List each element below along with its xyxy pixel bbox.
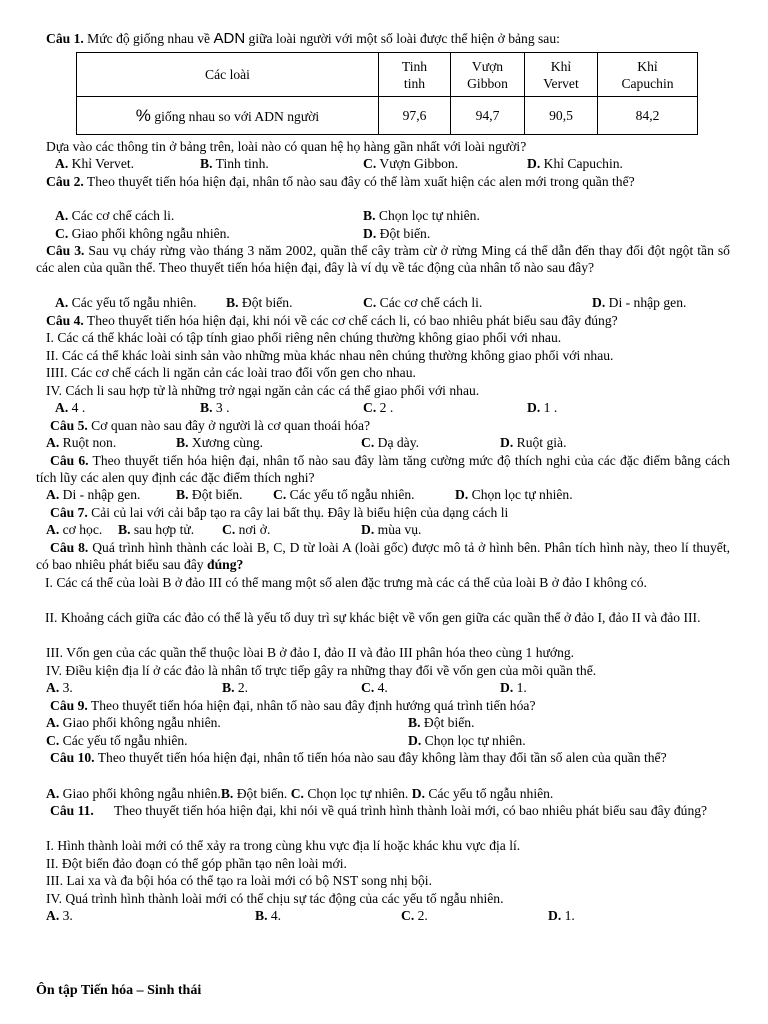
option-b: B. Đột biến. [176,487,243,502]
option-b: B. sau hợp tử. [118,522,195,537]
option-d: D. 1. [548,908,575,923]
statement: II. Khoảng cách giữa các đảo có thể là yếu tố duy trì sự khác biệt về vốn gen giữa các quần thể ở đảo I, đảo II và đảo III. [45,610,701,625]
option-a: A. cơ học. [46,522,103,537]
option-c: C. Các cơ chế cách li. [363,295,483,310]
option-b: B. Tinh tinh. [200,156,269,171]
question-11: Câu 11. Theo thuyết tiến hóa hiện đại, khi nói về quá trình hình thành loài mới, có bao nhiêu phát biểu sau đây đúng? [50,803,708,818]
question-8: Câu 8. Quá trình hình thành các loài B, C, D từ loài A (loài gốc) được mô tả ở hình bên. Phân tích hình này, theo lí thuyết, có bao nhiêu phát biểu sau đây đúng? [36,540,730,573]
option-b: B. Xương cùng. [176,435,264,450]
option-c: C. Các yếu tố ngẫu nhiên. [46,733,188,748]
option-b: B. Chọn lọc tự nhiên. [363,208,480,223]
question-9: Câu 9. Theo thuyết tiến hóa hiện đại, nhân tố nào sau đây định hướng quá trình tiến hóa? [50,698,536,713]
option-c: C. 2. [401,908,428,923]
statement: I. Các cá thể của loài B ở đảo III có thể mang một số alen đặc trưng mà các cá thể của loài B ở đảo I không có. [45,575,647,590]
option-d: D. 1 . [527,400,558,415]
option-a: A. Giao phối không ngẫu nhiên. [46,786,221,801]
question-3: Câu 3. Sau vụ cháy rừng vào tháng 3 năm 2002, quần thể cây tràm cừ ở rừng Ming cá thể dẫn đến thay đổi đột ngột tần số các alen của quần thể. Theo thuyết tiến hóa hiện đại, đây là ví dụ về tác động của nhân tố nào sau đây? [36,243,730,276]
dna-similarity-table [76,52,698,135]
option-b: B. Đột biến. [226,295,293,310]
option-c: C. Các yếu tố ngẫu nhiên. [273,487,415,502]
option-d: D. Chọn lọc tự nhiên. [455,487,573,502]
table-header-species: Các loài [77,53,379,97]
question-10: Câu 10. Theo thuyết tiến hóa hiện đại, nhân tố tiến hóa nào sau đây không làm thay đổi tần số alen của quần thể? [50,750,667,765]
option-d: D. mùa vụ. [361,522,422,537]
question-1-stem: Dựa vào các thông tin ở bảng trên, loài nào có quan hệ họ hàng gần nhất với loài người? [46,139,527,154]
adn-label: ADN [213,30,246,47]
table-header-chimp: Tinh tinh [379,53,451,97]
option-b: B. 4. [255,908,282,923]
table-cell-value: 90,5 [525,97,598,135]
option-d: D. Chọn lọc tự nhiên. [408,733,526,748]
option-a: A. Các cơ chế cách li. [55,208,175,223]
statement: IV. Điều kiện địa lí ở các đảo là nhân tố trực tiếp gây ra những thay đổi về vốn gen của mõi quần thể. [46,663,597,678]
option-c: C. 2 . [363,400,394,415]
option-c: C. Vượn Gibbon. [363,156,459,171]
option-c: C. 4. [361,680,388,695]
option-d: D. Các yếu tố ngẫu nhiên. [411,786,554,801]
statement: I. Các cá thể khác loài có tập tính giao phối riêng nên chúng thường không giao phối với nhau. [46,330,562,345]
option-d: D. Khỉ Capuchin. [527,156,623,171]
option-b: B. Đột biến. [408,715,475,730]
option-a: A. Ruột non. [46,435,117,450]
footer-title: Ôn tập Tiến hóa – Sinh thái [36,983,202,998]
question-6: Câu 6. Theo thuyết tiến hóa hiện đại, nhân tố nào sau đây làm tăng cường mức độ thích nghi của các đặc điểm bằng cách tích lũy các alen quy định các đặc điểm thích nghi? [36,453,730,486]
statement: I. Hình thành loài mới có thể xảy ra trong cùng khu vực địa lí hoặc khác khu vực địa lí. [46,838,521,853]
statement: IIII. Các cơ chế cách li ngăn cản các loài trao đổi vốn gen cho nhau. [46,365,416,380]
option-b: B. 2. [222,680,249,695]
option-a: A. 3. [46,680,73,695]
option-a: A. Giao phối không ngẫu nhiên. [46,715,221,730]
table-cell-value: 84,2 [598,97,698,135]
table-cell-value: 97,6 [379,97,451,135]
question-2: Câu 2. Theo thuyết tiến hóa hiện đại, nhân tố nào sau đây có thể làm xuất hiện các alen mới trong quần thể? [46,174,635,189]
option-c: C. Chọn lọc tự nhiên. [290,786,409,801]
question-1-title: Câu 1. Mức độ giống nhau về ADN giữa loài người với một số loài được thể hiện ở bảng sau: [46,30,560,47]
statement: IV. Quá trình hình thành loài mới có thể chịu sự tác động của các yếu tố ngẫu nhiên. [46,891,504,906]
statement: II. Các cá thể khác loài sinh sản vào những mùa khác nhau nên chúng thường không giao phối với nhau. [46,348,614,363]
table-cell-value: 94,7 [451,97,525,135]
option-c: C. Giao phối không ngẫu nhiên. [55,226,230,241]
option-c: C. nơi ở. [222,522,271,537]
table-row-label: % giống nhau so với ADN người [77,97,379,135]
question-5: Câu 5. Cơ quan nào sau đây ở người là cơ quan thoái hóa? [50,418,371,433]
option-d: D. Ruột già. [500,435,567,450]
option-d: D. 1. [500,680,527,695]
option-a: A. Di - nhập gen. [46,487,141,502]
option-c: C. Dạ dày. [361,435,420,450]
statement: III. Vốn gen của các quần thể thuộc lòai B ở đảo I, đảo II và đảo III phân hóa theo cùng 1 hướng. [46,645,575,660]
question-number: Câu 1. [46,31,84,46]
question-7: Câu 7. Cải củ lai với cải bắp tạo ra cây lai bất thụ. Đây là biểu hiện của dạng cách li [50,505,509,520]
statement: II. Đột biến đảo đoạn có thể góp phần tạo nên loài mới. [46,856,347,871]
table-header-gibbon: Vượn Gibbon [451,53,525,97]
option-b: B. Đột biến. [220,786,288,801]
option-d: D. Di - nhập gen. [592,295,687,310]
option-a: A. Các yếu tố ngẫu nhiên. [55,295,197,310]
statement: IV. Cách li sau hợp tử là những trở ngại ngăn cản các cá thể giao phối với nhau. [46,383,480,398]
table-header-vervet: Khỉ Vervet [525,53,598,97]
table-header-capuchin: Khỉ Capuchin [598,53,698,97]
option-a: A. 3. [46,908,73,923]
question-10-options [46,785,553,802]
option-a: A. Khỉ Vervet. [55,156,135,171]
option-d: D. Đột biến. [363,226,431,241]
statement: III. Lai xa và đa bội hóa có thể tạo ra loài mới có bộ NST song nhị bội. [46,873,432,888]
option-a: A. 4 . [55,400,86,415]
question-4: Câu 4. Theo thuyết tiến hóa hiện đại, khi nói về các cơ chế cách li, có bao nhiêu phát biểu sau đây đúng? [46,313,618,328]
option-b: B. 3 . [200,400,230,415]
